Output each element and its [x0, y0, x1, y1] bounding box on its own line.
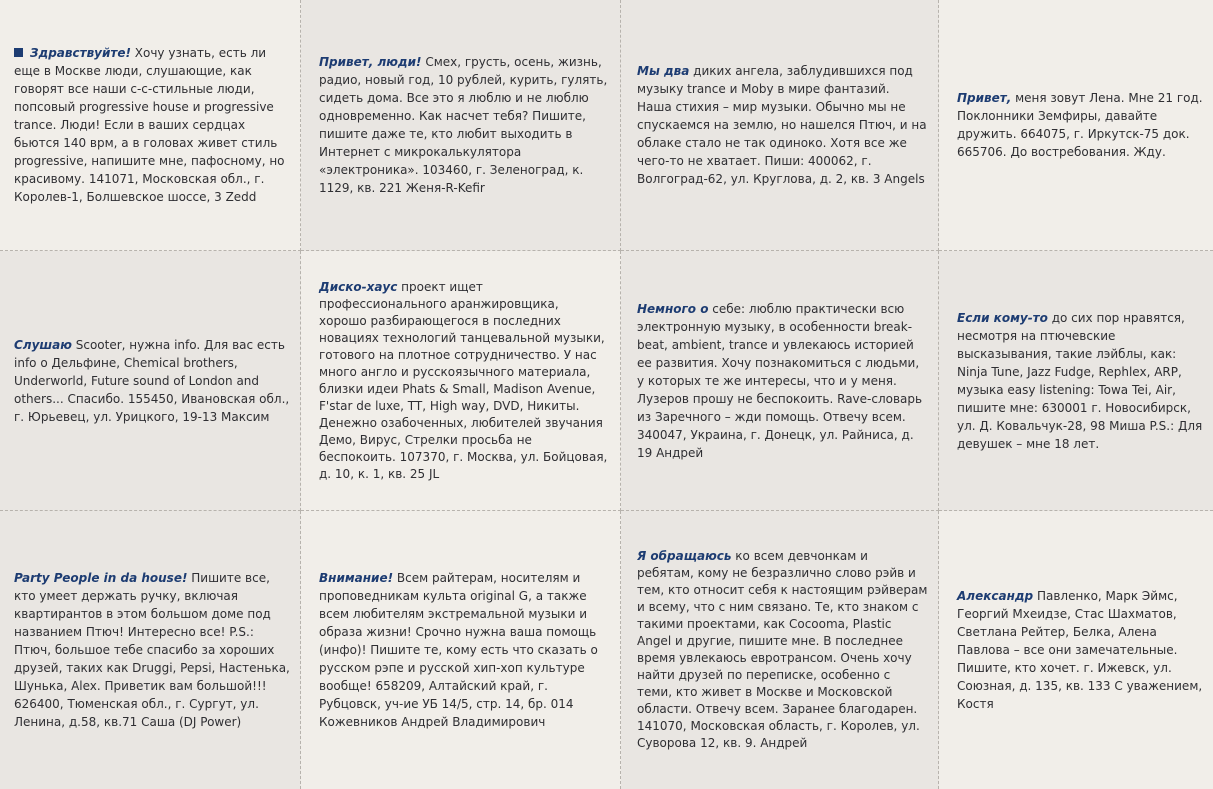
ad-lead: Если кому-то: [957, 310, 1048, 325]
ad-lead: Внимание!: [319, 571, 394, 585]
ad-text: Всем райтерам, носителям и проповедникам культа original G, а также всем любителям экстремальной музыки и образа жизни! Срочно нужна ваша помощь (инфо)! Пишите те, кому есть что сказать о русском рэпе и русской хип-хоп культуре вообще! 658209, Алтайский край, г. Рубцовск, уч-ие УБ 14/5, стр. 14, бр. 014 Кожевников Андрей Владимирович: [319, 571, 598, 729]
ad-lead: Привет,: [957, 91, 1012, 105]
personal-ad: [319, 53, 610, 197]
personal-ad: [637, 300, 928, 462]
ad-text: Смех, грусть, осень, жизнь, радио, новый год, 10 рублей, курить, гулять, сидеть дома. Все это я люблю и не люблю одновременно. Как насчет тебя? Пишите, пишите даже те, кто любит выходить в Интернет с микрокалькулятора «электроника». 103460, г. Зеленоград, к. 1129, кв. 221 Женя-R-Kefir: [319, 55, 608, 195]
personal-ad: [319, 569, 610, 731]
ad-lead: Привет, люди!: [319, 55, 422, 69]
ad-cell: [0, 0, 301, 251]
ad-cell: [939, 0, 1213, 251]
personal-ad: [14, 44, 290, 206]
personal-ad: [14, 569, 290, 731]
ad-lead: Здравствуйте!: [30, 46, 131, 60]
ad-cell: [301, 0, 621, 251]
ad-text: меня зовут Лена. Мне 21 год. Поклонники Земфиры, давайте дружить. 664075, г. Иркутск-75 док. 665706. До востребования. Жду.: [957, 91, 1203, 159]
ad-text: ко всем девчонкам и ребятам, кому не безразлично слово рэйв и тем, кто относит себя к настоящим рэйверам и всему, что с ним связано. Те, кто знаком с такими проектами, как Cocooma, Plastic Angel и другие, пишите мне. В последнее время увлекаюсь евротрансом. Очень хочу найти друзей по переписке, особенно с теми, кто живет в Москве и Московской области. Отвечу всем. Заранее благодарен. 141070, Московская область, г. Королев, ул. Суворова 12, кв. 9. Андрей: [637, 549, 928, 750]
ad-lead: Диско-хаус: [319, 279, 398, 294]
ad-text: Хочу узнать, есть ли еще в Москве люди, слушающие, как говорят все наши с-с-стильные люди, попсовый progressive house и progressive trance. Люди! Если в ваших сердцах бьются 140 врм, а в головах живет стиль progressive, напишите мне, пафосному, но красивому. 141071, Московская обл., г. Королев-1, Болшевское шоссе, 3 Zedd: [14, 46, 285, 204]
ad-lead: Немного о: [637, 301, 709, 316]
personal-ad: [637, 62, 928, 188]
ad-cell: [301, 511, 621, 789]
ad-cell: [301, 251, 621, 511]
ad-text: Scooter, нужна info. Для вас есть info о Дельфине, Chemical brothers, Underworld, Future sound of London and others... Спасибо. 155450, Ивановская обл., г. Юрьевец, ул. Урицкого, 19-13 Максим: [14, 337, 290, 424]
ad-text: себе: люблю практически всю электронную музыку, в особенности break-beat, ambient, trance и увлекаюсь историей ее развития. Хочу познакомиться с людьми, у которых те же интересы, что и у меня. Лузеров прошу не беспокоить. Rave-словарь из Заречного – жди помощь. Отвечу всем. 340047, Украина, г. Донецк, ул. Райниса, д. 19 Андрей: [637, 301, 923, 460]
ad-cell: [621, 511, 939, 789]
ad-cell: [621, 0, 939, 251]
personal-ad: [957, 587, 1203, 713]
ad-lead: Party People in da house!: [14, 571, 188, 585]
ad-cell: [939, 251, 1213, 511]
ad-lead: Слушаю: [14, 337, 72, 352]
ad-lead: Александр: [957, 589, 1034, 603]
ad-text: Павленко, Марк Эймс, Георгий Мхеидзе, Стас Шахматов, Светлана Рейтер, Белка, Алена Павлова – все они замечательные. Пишите, кто хочет. г. Ижевск, ул. Союзная, д. 135, кв. 133 С уважением, Костя: [957, 589, 1203, 711]
ad-lead: Мы два: [637, 64, 690, 78]
ad-text: Пишите все, кто умеет держать ручку, включая квартирантов в этом большом доме под названием Птюч! Интересно все! P.S.: Птюч, большое тебе спасибо за хороших друзей, таких как Druggi, Pepsi, Настенька, Шунька, Alex. Приветик вам большой!!! 626400, Тюменская обл., г. Сургут, ул. Ленина, д.58, кв.71 Саша (DJ Power): [14, 571, 290, 729]
personal-ad: [957, 89, 1203, 161]
ad-text: диких ангела, заблудившихся под музыку trance и Moby в мире фантазий. Наша стихия – мир музыки. Обычно мы не спускаемся на землю, но нашелся Птюч, и на облаке стало не так одиноко. Хотя все же чего-то не хватает. Пиши: 400062, г. Волгоград-62, ул. Круглова, д. 2, кв. 3 Angels: [637, 64, 927, 186]
personal-ad: [319, 279, 610, 483]
ad-cell: [621, 251, 939, 511]
ad-lead: Я обращаюсь: [637, 549, 732, 563]
ad-cell: [0, 511, 301, 789]
ad-text: проект ищет профессионального аранжировщика, хорошо разбирающегося в последних новациях технологий танцевальной музыки, готового на плотное сотрудничество. У нас много англо и русскоязычного материала, близки идеи Phats & Small, Madison Avenue, F'star de luxe, TT, High way, DVD, Никиты. Денежно озабоченных, любителей звучания Демо, Вирус, Стрелки просьба не беспокоить. 107370, г. Москва, ул. Бойцовая, д. 10, к. 1, кв. 25 JL: [319, 279, 608, 481]
personal-ad: [957, 309, 1203, 453]
personal-ad: [14, 336, 290, 426]
square-bullet-icon: [14, 48, 23, 57]
ad-cell: [939, 511, 1213, 789]
ad-text: до сих пор нравятся, несмотря на птючевские высказывания, такие лэйблы, как: Ninja Tune, Jazz Fudge, Rephlex, ARP, музыка easy listening: Towa Tei, Air, пишите мне: 630001 г. Новосибирск, ул. Д. Ковальчук-28, 98 Миша P.S.: Для девушек – мне 18 лет.: [957, 310, 1203, 451]
personal-ad: [637, 548, 928, 752]
ad-cell: [0, 251, 301, 511]
